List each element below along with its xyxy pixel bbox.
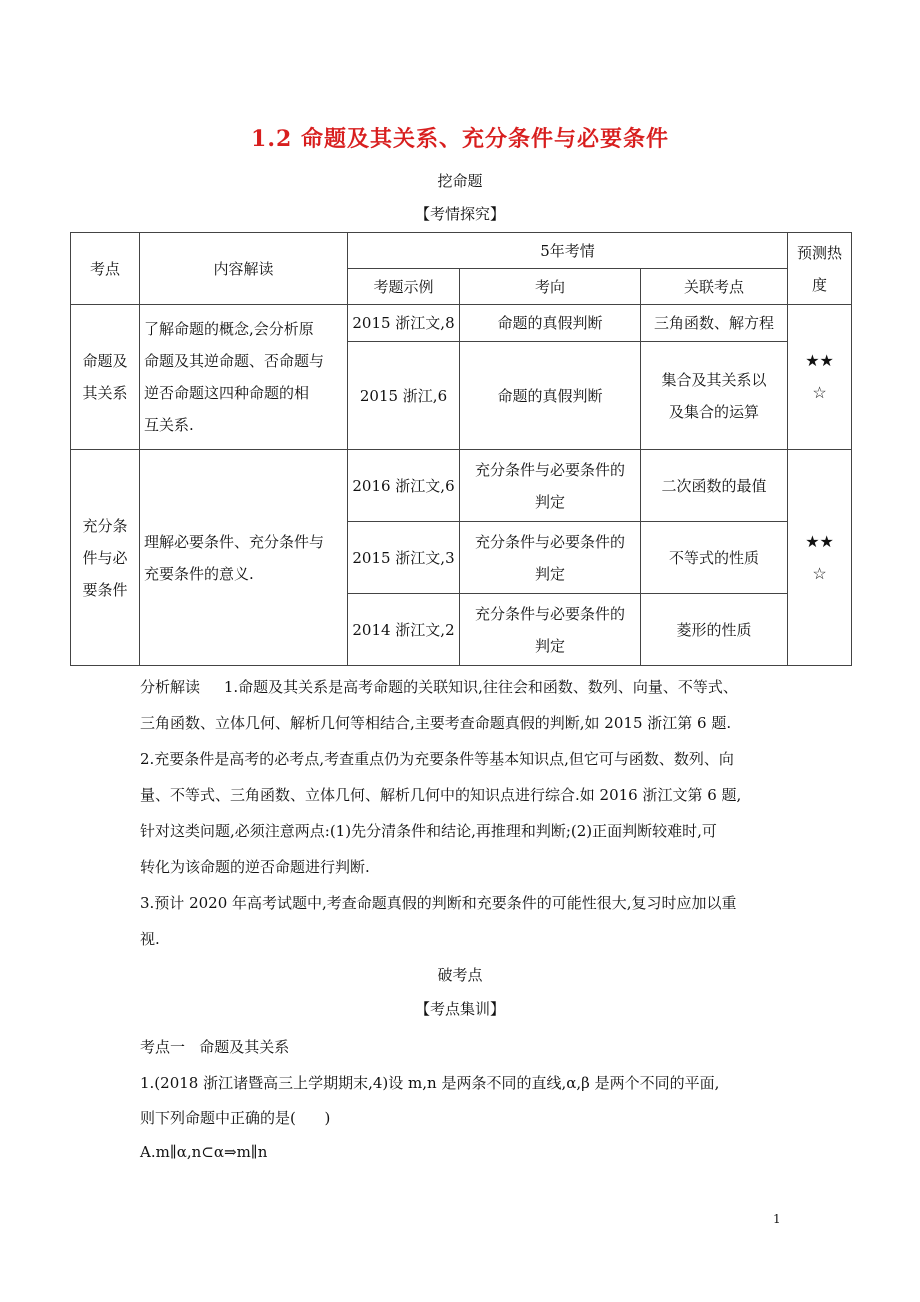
table-cell-direction: 充分条件与必要条件的 判定 — [460, 450, 641, 522]
header-prediction: 预测热 度 — [788, 233, 852, 305]
header-example: 考题示例 — [348, 269, 460, 305]
header-content: 内容解读 — [140, 233, 348, 305]
header-direction: 考向 — [460, 269, 641, 305]
subsection-heading-kaoqing: 【考情探究】 — [414, 205, 505, 223]
table-cell-example: 2015 浙江文,8 — [348, 305, 460, 342]
page-number: 1 — [773, 1212, 781, 1226]
table-cell-direction: 命题的真假判断 — [460, 342, 641, 450]
analysis-paragraph-3: 3.预计 2020 年高考试题中,考查命题真假的判断和充要条件的可能性很大,复习时应加以重 视. — [140, 894, 737, 948]
analysis-paragraph-2: 2.充要条件是高考的必考点,考查重点仍为充要条件等基本知识点,但它可与函数、数列、向 量、不等式、三角函数、立体几何、解析几何中的知识点进行综合.如 2016 浙江文第 6 题, 针对这类问题,必须注意两点:(1)先分清条件和结论,再推理和判断;(2)正面判断较难时,可 转化为该命题的逆否命题进行判断. — [140, 750, 742, 876]
table-cell-example: 2015 浙江文,3 — [348, 522, 460, 594]
table-cell-related: 菱形的性质 — [641, 594, 788, 666]
prediction-stars: ★★ ☆ — [788, 450, 852, 666]
section-heading-wamingti: 挖命题 — [437, 172, 483, 190]
header-5yr: 5年考情 — [348, 233, 788, 269]
exam-analysis-table — [70, 232, 852, 666]
table-row-content: 理解必要条件、充分条件与 充要条件的意义. — [140, 450, 348, 666]
analysis-paragraph-1: 分析解读 1.命题及其关系是高考命题的关联知识,往往会和函数、数列、向量、不等式、 三角函数、立体几何、解析几何等相结合,主要考查命题真假的判断,如 2015 浙江第 6 题. — [140, 678, 738, 732]
table-row-point: 充分条 件与必 要条件 — [71, 450, 140, 666]
option-a: A.m∥α,n⊂α⇒m∥n — [140, 1143, 268, 1161]
table-cell-related: 三角函数、解方程 — [641, 305, 788, 342]
page-title: 1.2 命题及其关系、充分条件与必要条件 — [251, 126, 669, 152]
table-cell-direction: 命题的真假判断 — [460, 305, 641, 342]
table-cell-example: 2016 浙江文,6 — [348, 450, 460, 522]
section-heading-pokaodian: 破考点 — [437, 966, 483, 984]
question-line-2: 则下列命题中正确的是( ) — [140, 1109, 331, 1127]
table-cell-example: 2014 浙江文,2 — [348, 594, 460, 666]
table-cell-related: 集合及其关系以 及集合的运算 — [641, 342, 788, 450]
table-cell-direction: 充分条件与必要条件的 判定 — [460, 522, 641, 594]
header-related: 关联考点 — [641, 269, 788, 305]
prediction-stars: ★★ ☆ — [788, 305, 852, 450]
table-cell-related: 不等式的性质 — [641, 522, 788, 594]
table-cell-direction: 充分条件与必要条件的 判定 — [460, 594, 641, 666]
kaodian-heading: 考点一 命题及其关系 — [140, 1038, 290, 1056]
table-cell-example: 2015 浙江,6 — [348, 342, 460, 450]
table-row-point: 命题及 其关系 — [71, 305, 140, 450]
header-kaodian: 考点 — [71, 233, 140, 305]
table-cell-related: 二次函数的最值 — [641, 450, 788, 522]
question-line-1: 1.(2018 浙江诸暨高三上学期期末,4)设 m,n 是两条不同的直线,α,β 是两个不同的平面, — [140, 1074, 720, 1092]
table-row-content: 了解命题的概念,会分析原 命题及其逆命题、否命题与 逆否命题这四种命题的相 互关系. — [140, 305, 348, 450]
subsection-heading-jixun: 【考点集训】 — [414, 1000, 505, 1018]
